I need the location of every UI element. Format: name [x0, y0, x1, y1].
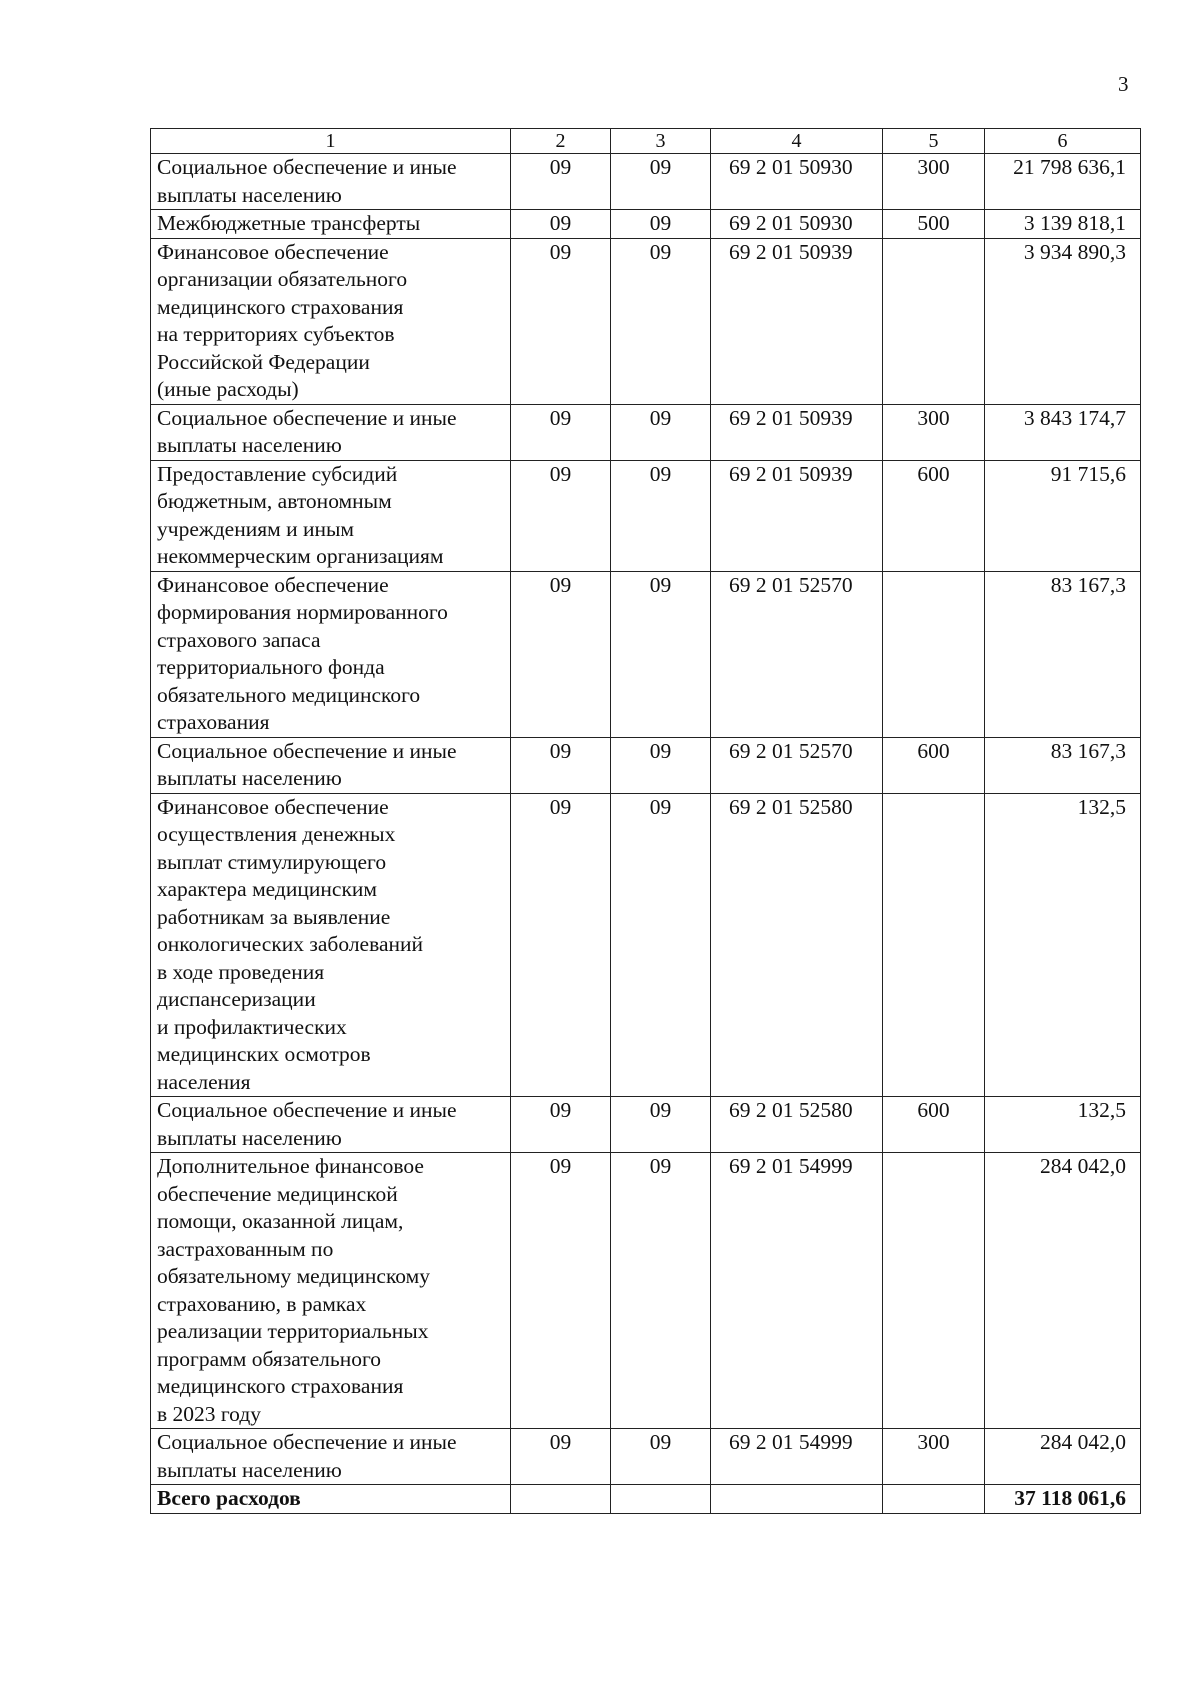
expense-type-cell [883, 238, 985, 404]
target-article-cell: 69 2 01 52570 [711, 737, 883, 793]
empty-cell [611, 1485, 711, 1514]
header-cell: 1 [151, 129, 511, 154]
subsection-code-cell: 09 [611, 737, 711, 793]
expense-name-cell: Социальное обеспечение и иные выплаты населению [151, 737, 511, 793]
empty-cell [511, 1485, 611, 1514]
section-code-cell: 09 [511, 404, 611, 460]
subsection-code-cell: 09 [611, 154, 711, 210]
expense-type-cell: 300 [883, 404, 985, 460]
amount-cell: 284 042,0 [985, 1153, 1141, 1429]
target-article-cell: 69 2 01 50930 [711, 154, 883, 210]
subsection-code-cell: 09 [611, 1097, 711, 1153]
target-article-cell: 69 2 01 52580 [711, 793, 883, 1097]
target-article-cell: 69 2 01 54999 [711, 1429, 883, 1485]
table-row [151, 154, 1141, 210]
table-row [151, 404, 1141, 460]
header-cell: 3 [611, 129, 711, 154]
amount-cell: 132,5 [985, 793, 1141, 1097]
expense-name-cell: Социальное обеспечение и иные выплаты населению [151, 154, 511, 210]
header-cell: 5 [883, 129, 985, 154]
total-amount: 37 118 061,6 [985, 1485, 1141, 1514]
subsection-code-cell: 09 [611, 460, 711, 571]
expense-name-cell: Предоставление субсидий бюджетным, автономным учреждениям и иным некоммерческим организациям [151, 460, 511, 571]
empty-cell [883, 1485, 985, 1514]
subsection-code-cell: 09 [611, 210, 711, 239]
table-row [151, 460, 1141, 571]
amount-cell: 3 934 890,3 [985, 238, 1141, 404]
amount-cell: 3 139 818,1 [985, 210, 1141, 239]
expense-type-cell [883, 793, 985, 1097]
header-cell: 6 [985, 129, 1141, 154]
table-row [151, 1153, 1141, 1429]
section-code-cell: 09 [511, 1153, 611, 1429]
section-code-cell: 09 [511, 154, 611, 210]
section-code-cell: 09 [511, 571, 611, 737]
expense-name-cell: Социальное обеспечение и иные выплаты населению [151, 1097, 511, 1153]
table-row [151, 1429, 1141, 1485]
expense-name-cell: Межбюджетные трансферты [151, 210, 511, 239]
target-article-cell: 69 2 01 50939 [711, 404, 883, 460]
target-article-cell: 69 2 01 52580 [711, 1097, 883, 1153]
target-article-cell: 69 2 01 52570 [711, 571, 883, 737]
amount-cell: 3 843 174,7 [985, 404, 1141, 460]
expense-name-cell: Финансовое обеспечение формирования нормированного страхового запаса территориального фонда обязательного медицинского страхования [151, 571, 511, 737]
target-article-cell: 69 2 01 50930 [711, 210, 883, 239]
amount-cell: 132,5 [985, 1097, 1141, 1153]
subsection-code-cell: 09 [611, 1153, 711, 1429]
table-row [151, 737, 1141, 793]
subsection-code-cell: 09 [611, 793, 711, 1097]
table-header-row [151, 129, 1141, 154]
subsection-code-cell: 09 [611, 1429, 711, 1485]
section-code-cell: 09 [511, 460, 611, 571]
amount-cell: 284 042,0 [985, 1429, 1141, 1485]
table-row [151, 793, 1141, 1097]
expense-name-cell: Финансовое обеспечение организации обязательного медицинского страхования на территориях субъектов Российской Федерации (иные расходы) [151, 238, 511, 404]
header-cell: 4 [711, 129, 883, 154]
page-number: 3 [1118, 72, 1129, 96]
target-article-cell: 69 2 01 50939 [711, 238, 883, 404]
subsection-code-cell: 09 [611, 571, 711, 737]
budget-table [150, 128, 1141, 1514]
target-article-cell: 69 2 01 50939 [711, 460, 883, 571]
expense-type-cell: 600 [883, 737, 985, 793]
expense-name-cell: Социальное обеспечение и иные выплаты населению [151, 1429, 511, 1485]
table-row [151, 1097, 1141, 1153]
amount-cell: 21 798 636,1 [985, 154, 1141, 210]
section-code-cell: 09 [511, 1097, 611, 1153]
expense-type-cell: 500 [883, 210, 985, 239]
empty-cell [711, 1485, 883, 1514]
section-code-cell: 09 [511, 1429, 611, 1485]
expense-type-cell [883, 1153, 985, 1429]
total-row [151, 1485, 1141, 1514]
total-label: Всего расходов [151, 1485, 511, 1514]
section-code-cell: 09 [511, 737, 611, 793]
subsection-code-cell: 09 [611, 238, 711, 404]
expense-type-cell [883, 571, 985, 737]
table-row [151, 238, 1141, 404]
expense-type-cell: 600 [883, 1097, 985, 1153]
section-code-cell: 09 [511, 238, 611, 404]
section-code-cell: 09 [511, 210, 611, 239]
expense-type-cell: 600 [883, 460, 985, 571]
expense-name-cell: Дополнительное финансовое обеспечение медицинской помощи, оказанной лицам, застрахованным по обязательному медицинскому страхованию, в рамках реализации территориальных программ обязательного медицинского страхования в 2023 году [151, 1153, 511, 1429]
amount-cell: 83 167,3 [985, 737, 1141, 793]
expense-name-cell: Социальное обеспечение и иные выплаты населению [151, 404, 511, 460]
amount-cell: 83 167,3 [985, 571, 1141, 737]
expense-type-cell: 300 [883, 154, 985, 210]
expense-name-cell: Финансовое обеспечение осуществления денежных выплат стимулирующего характера медицинским работникам за выявление онкологических заболеваний в ходе проведения диспансеризации и профилактических медицинских осмотров населения [151, 793, 511, 1097]
target-article-cell: 69 2 01 54999 [711, 1153, 883, 1429]
header-cell: 2 [511, 129, 611, 154]
amount-cell: 91 715,6 [985, 460, 1141, 571]
expense-type-cell: 300 [883, 1429, 985, 1485]
table-row [151, 210, 1141, 239]
section-code-cell: 09 [511, 793, 611, 1097]
subsection-code-cell: 09 [611, 404, 711, 460]
table-row [151, 571, 1141, 737]
